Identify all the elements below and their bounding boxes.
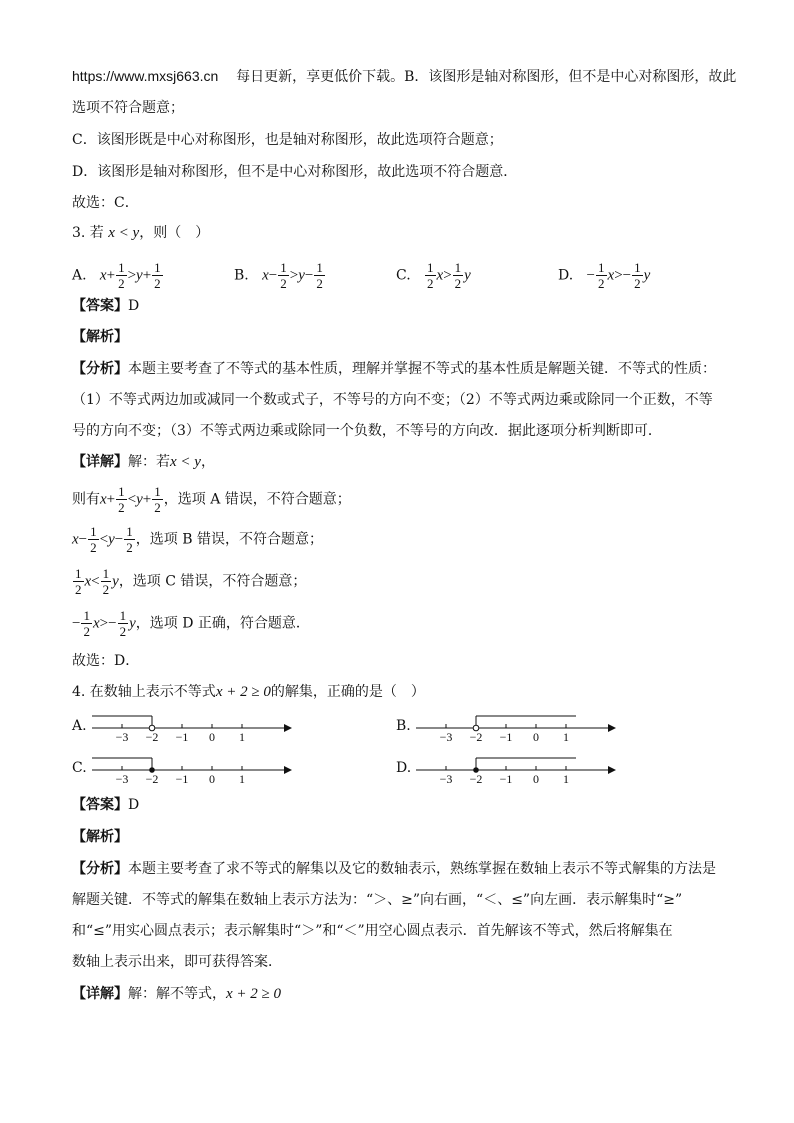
prev-option-c: C．该图形既是中心对称图形，也是轴对称图形，故此选项符合题意；: [72, 132, 503, 148]
q4-fenxi-1: 【分析】本题主要考查了求不等式的解集以及它的数轴表示，熟练掌握在数轴上表示不等式解集的方法是: [72, 861, 716, 877]
tick: −3: [115, 730, 129, 742]
q4-label-a: A.: [72, 718, 87, 734]
q4-label-b: B.: [396, 718, 411, 734]
q3-option-a: A. x+ $\frac{1}{2}$ >y+ $\frac{1}{2}$: [72, 260, 161, 291]
q3-condition: x < y: [108, 225, 140, 241]
q4-axis-d: [410, 748, 620, 784]
prev-pick: 故选：C．: [72, 195, 139, 211]
tick: 0: [533, 772, 539, 784]
q3-option-b: B. x− $\frac{1}{2}$ >y− $\frac{1}{2}$: [234, 260, 323, 291]
q4-jiexi: 【解析】: [72, 829, 128, 845]
prev-option-b-cont: 选项不符合题意；: [72, 100, 184, 116]
q4-stem: 4. 在数轴上表示不等式x + 2 ≥ 0的解集，正确的是（ ）: [72, 684, 425, 700]
q4-inequality: x + 2 ≥ 0: [215, 684, 271, 700]
tick: −2: [145, 772, 159, 784]
q4-axis-a: [86, 706, 296, 742]
tick: −1: [175, 730, 189, 742]
prev-option-b: B．该图形是轴对称图形，但不是中心对称图形，故此: [404, 69, 737, 85]
q4-fenxi-4: 数轴上表示出来，即可获得答案．: [72, 954, 282, 970]
header-line: [72, 66, 736, 87]
tick: −3: [439, 730, 453, 742]
q3-option-d: D. − $\frac{1}{2}$ x>− $\frac{1}{2}$ y: [558, 260, 651, 291]
q3-step-b: x− $\frac{1}{2}$ <y− $\frac{1}{2}$ ，选项 B 错误，不符合题意；: [72, 524, 323, 555]
tick: −1: [499, 730, 513, 742]
q3-step-a: 则有x+ $\frac{1}{2}$ <y+ $\frac{1}{2}$ ，选项 A 错误，不符合题意；: [72, 484, 351, 515]
q4-answer: 【答案】D: [72, 797, 140, 813]
tick: −3: [115, 772, 129, 784]
tick: 1: [239, 772, 245, 784]
q4-axis-c: [86, 748, 296, 784]
q3-step-d: − $\frac{1}{2}$ x>− $\frac{1}{2}$ y，选项 D 正确，符合题意．: [72, 608, 310, 639]
q3-pick: 故选：D．: [72, 653, 140, 669]
header-url: https://www.mxsj663.cn: [72, 68, 219, 84]
q3-option-c: C. $\frac{1}{2}$ x> $\frac{1}{2}$ y: [396, 260, 471, 291]
tick: −2: [469, 730, 483, 742]
header-ad: 每日更新，享更低价下载。: [236, 69, 405, 85]
q4-fenxi-2: 解题关键．不等式的解集在数轴上表示方法为：“＞、≥”向右画，“＜、≤”向左画．表示解集时“≥”: [72, 892, 683, 908]
tick: −2: [469, 772, 483, 784]
q3-fenxi-3: 号的方向不变；（3）不等式两边乘或除同一个负数，不等号的方向改．据此逐项分析判断即可．: [72, 423, 662, 439]
q4-xiangjie: 【详解】解：解不等式，x + 2 ≥ 0: [72, 986, 282, 1002]
tick: 1: [563, 772, 569, 784]
tick: 0: [209, 772, 215, 784]
prev-option-d: D．该图形是轴对称图形，但不是中心对称图形，故此选项不符合题意．: [72, 164, 518, 180]
tick: 0: [209, 730, 215, 742]
q3-answer: 【答案】D: [72, 298, 140, 314]
q4-fenxi-3: 和“≤”用实心圆点表示；表示解集时“＞”和“＜”用空心圆点表示．首先解该不等式，然后将解集在: [72, 923, 673, 939]
q4-axis-b: [410, 706, 620, 742]
q3-stem: 3. 若 x < y，则（ ）: [72, 225, 210, 241]
tick: 1: [563, 730, 569, 742]
q3-options: [72, 252, 752, 292]
tick: −2: [145, 730, 159, 742]
q4-label-c: C.: [72, 760, 87, 776]
tick: −1: [175, 772, 189, 784]
tick: −3: [439, 772, 453, 784]
q4-label-d: D.: [396, 760, 412, 776]
tick: 1: [239, 730, 245, 742]
tick: 0: [533, 730, 539, 742]
q3-jiexi: 【解析】: [72, 329, 128, 345]
q3-xiangjie: 【详解】解：若x < y，: [72, 454, 215, 470]
tick: −1: [499, 772, 513, 784]
q3-fenxi-1: 【分析】本题主要考查了不等式的基本性质，理解并掌握不等式的基本性质是解题关键．不等式的性质：: [72, 361, 716, 377]
q3-step-c: $\frac{1}{2}$ x< $\frac{1}{2}$ y，选项 C 错误，不符合题意；: [75, 566, 307, 597]
q3-fenxi-2: （1）不等式两边加或减同一个数或式子，不等号的方向不变；（2）不等式两边乘或除同一个正数，不等: [72, 392, 713, 408]
